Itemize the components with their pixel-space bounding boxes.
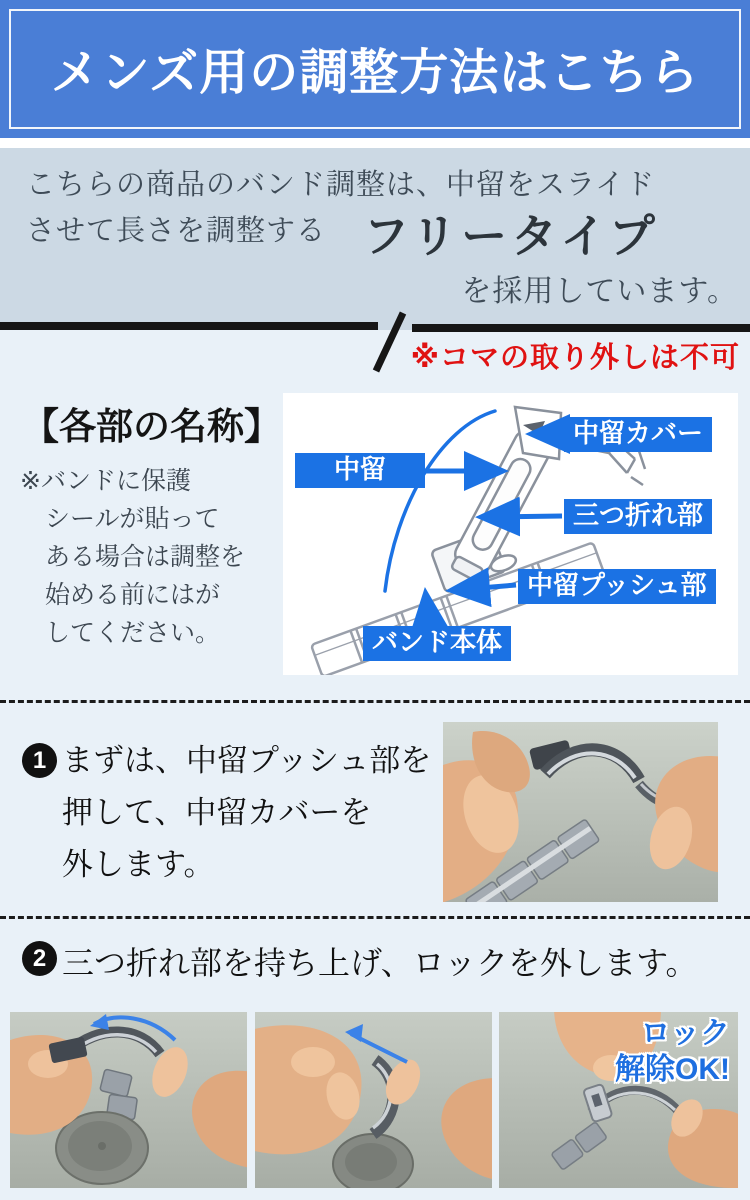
label-nakadome: 中留 (295, 453, 425, 488)
label-nakadome-cover: 中留カバー (564, 417, 712, 452)
header-separator (0, 138, 750, 148)
intro-line1: こちらの商品のバンド調整は、中留をスライド (26, 169, 656, 201)
parts-heading: 【各部の名称】 (22, 406, 281, 447)
step2-number-badge: 2 (22, 941, 57, 976)
label-mitsuore-bu: 三つ折れ部 (564, 499, 712, 534)
step1-text (22, 735, 492, 891)
photo-step2-lift-1 (10, 1012, 247, 1188)
photo-step2-lift-2 (255, 1012, 492, 1188)
lock-released-caption: ロック 解除OK! (615, 1017, 730, 1086)
step1-number-badge: 1 (22, 743, 57, 778)
dashed-divider-1 (0, 700, 750, 703)
label-nakadome-push: 中留プッシュ部 (518, 569, 716, 604)
header-border (9, 9, 741, 129)
page-title: メンズ用の調整方法はこちら (50, 46, 700, 100)
step2-text (22, 938, 698, 984)
underline-right (412, 324, 750, 332)
photo-step2-unlocked (499, 1012, 738, 1188)
step2-line: 三つ折れ部を持ち上げ、ロックを外します。 (62, 945, 698, 981)
photo-step1-push-clasp (443, 722, 718, 902)
dashed-divider-2 (0, 916, 750, 919)
step1-lines: まずは、中留プッシュ部を 押して、中留カバーを 外します。 (62, 743, 432, 882)
clasp-diagram-box (283, 393, 738, 675)
protection-seal-note: ※バンドに保護 シールが貼って ある場合は調整を 始める前にはが してください。 (20, 467, 246, 647)
intro-line2: させて長さを調整する (26, 215, 327, 247)
header-banner (0, 0, 750, 138)
free-type-highlight: フリータイプ (363, 210, 659, 262)
warning-text: ※コマの取り外しは不可 (410, 342, 740, 374)
label-band-body: バンド本体 (363, 626, 511, 661)
intro-line3: を採用しています。 (461, 275, 738, 308)
underline-left (0, 322, 378, 330)
intro-panel (0, 148, 750, 330)
